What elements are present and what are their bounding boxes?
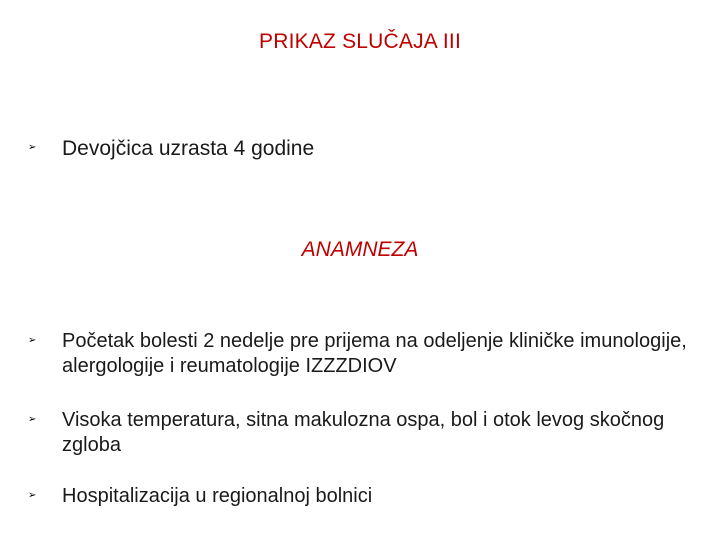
bullet-intro-text: Devojčica uzrasta 4 godine bbox=[62, 137, 315, 160]
arrow-bullet-icon: ➢ bbox=[28, 490, 37, 501]
bullet-3 bbox=[28, 484, 698, 509]
arrow-bullet-icon: ➢ bbox=[28, 335, 37, 346]
arrow-bullet-icon: ➢ bbox=[28, 142, 37, 153]
bullet-1 bbox=[28, 329, 698, 379]
bullet-1-text: Početak bolesti 2 nedelje pre prijema na odeljenje kliničke imunologije, alergologije i reumatologije IZZZDIOV bbox=[62, 330, 687, 377]
bullet-2-text: Visoka temperatura, sitna makulozna ospa, bol i otok levog skočnog zgloba bbox=[62, 409, 665, 456]
bullet-2 bbox=[28, 408, 698, 458]
section-heading: ANAMNEZA bbox=[301, 238, 419, 261]
slide-title: PRIKAZ SLUČAJA III bbox=[259, 30, 461, 53]
arrow-bullet-icon: ➢ bbox=[28, 414, 37, 425]
bullet-intro bbox=[28, 136, 698, 161]
bullet-3-text: Hospitalizacija u regionalnoj bolnici bbox=[62, 485, 373, 507]
